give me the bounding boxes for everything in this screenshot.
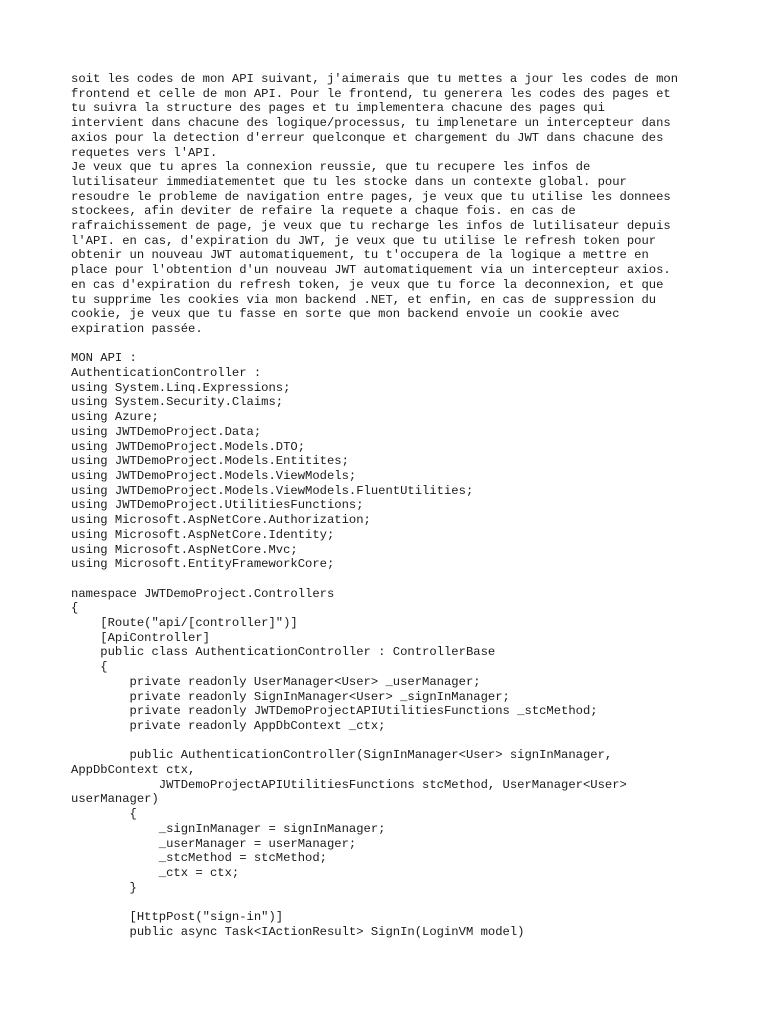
- document-text: soit les codes de mon API suivant, j'aimerais que tu mettes a jour les codes de mon frontend et celle de mon API. Pour le frontend, tu generera les codes des pages et tu suivra la structure des pages et tu implementera chacune des pages qui intervient dans chacune des logique/processus, tu implenetare un intercepteur dans axios pour la detection d'erreur quelconque et chargement du JWT dans chacune des requetes vers l'API. Je veux que tu apres la connexion reussie, que tu recupere les infos de lutilisateur immediatementet que tu les stocke dans un contexte global. pour resoudre le probleme de navigation entre pages, je veux que tu utilise les donnees stockees, afin deviter de refaire la requete a chaque fois. en cas de rafraichissement de page, je veux que tu recharge les infos de lutilisateur depuis l'API. en cas, d'expiration du JWT, je veux que tu utilise le refresh token pour obtenir un nouveau JWT automatiquement, tu t'occupera de la logique a mettre en place pour l'obtention d'un nouveau JWT automatiquement via un intercepteur axios. en cas d'expiration du refresh token, je veux que tu force la deconnexion, et que tu supprime les cookies via mon backend .NET, et enfin, en cas de suppression du cookie, je veux que tu fasse en sorte que mon backend envoie un cookie avec expiration passée. MON API : AuthenticationController : using System.Linq.Expressions; using System.Security.Claims; using Azure; using JWTDemoProject.Data; using JWTDemoProject.Models.DTO; using JWTDemoProject.Models.Entitites; using JWTDemoProject.Models.ViewModels; using JWTDemoProject.Models.ViewModels.FluentUtilities; using JWTDemoProject.UtilitiesFunctions; using Microsoft.AspNetCore.Authorization; using Microsoft.AspNetCore.Identity; using Microsoft.AspNetCore.Mvc; using Microsoft.EntityFrameworkCore; namespace JWTDemoProject.Controllers { [Route("api/[controller]")] [ApiController] public class AuthenticationController : ControllerBase { private readonly UserManager<User> _userManager; private readonly SignInManager<User> _signInManager; private readonly JWTDemoProjectAPIUtilitiesFunctions _stcMethod; private readonly AppDbContext _ctx; public AuthenticationController(SignInManager<User> signInManager, AppDbContext ctx, JWTDemoProjectAPIUtilitiesFunctions stcMethod, UserManager<User> userManager) { _signInManager = signInManager; _userManager = userManager; _stcMethod = stcMethod; _ctx = ctx; } [HttpPost("sign-in")] public async Task<IActionResult> SignIn(LoginVM model): [71, 72, 679, 939]
